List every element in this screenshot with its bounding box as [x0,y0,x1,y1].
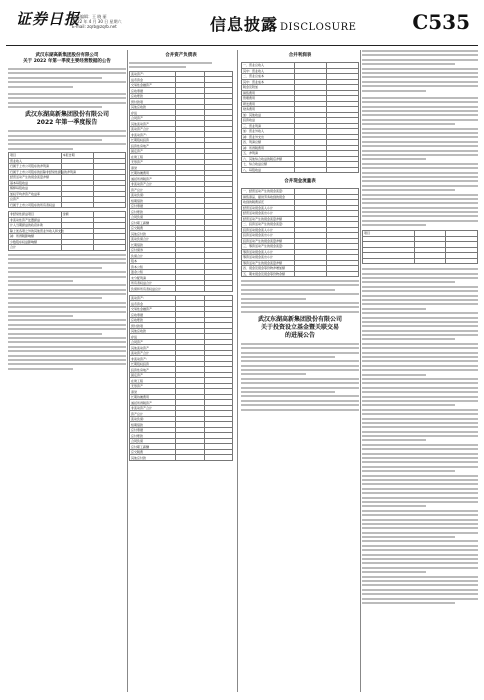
row-label: 五、净利润 [242,151,295,157]
row-label: 经营活动产生的现金流量净额 [9,175,62,181]
row-label: 流动负债： [130,416,176,422]
row-label: 投资活动现金流入小计 [242,227,295,233]
row-label: 税金及附加 [242,85,295,91]
row-label: 非流动资产： [130,132,176,138]
row-label: 其他流动资产 [130,121,176,127]
company-name-3: 武汉东湖高新集团股份有限公司 [257,315,342,323]
article-body-2 [8,254,126,370]
editor-line: 责任编辑：王 晓 丽 [72,14,107,19]
row-label: 非经常性损益项目 [9,212,62,218]
row-label: 非流动资产合计 [130,181,176,187]
row-label: 合同资产 [130,339,176,345]
row-label: 资产总计 [130,187,176,193]
announcement-title: 关于 2022 年第一季度主要经营数据的公告 [23,59,111,64]
row-value [176,455,204,461]
newspaper-logo: 证券日报 [16,10,81,28]
row-label: 预付款项 [130,323,176,329]
row-label: 投资性房地产 [130,367,176,373]
row-label: 二、营业总成本 [242,74,295,80]
cashflow-notes [241,280,359,313]
row-label: 商誉 [130,165,176,171]
table-row [242,167,359,173]
row-label: 筹资活动现金流出小计 [242,255,295,261]
column-a [8,50,126,692]
row-label: 存货 [130,110,176,116]
company-name-2: 武汉东湖高新集团股份有限公司 [24,111,109,119]
report-title: 2022 年第一季度报告 [36,119,98,127]
row-label: 四、现金及现金等价物净增加额 [242,266,295,272]
row-label: 其中：营业收入 [242,68,295,74]
row-label: 无形资产 [130,383,176,389]
row-label: 合同资产 [130,115,176,121]
column-divider [237,50,238,692]
row-label: 长期待摊费用 [130,394,176,400]
row-label: 三、筹资活动产生的现金流量： [242,244,295,250]
table-row [363,258,478,264]
article-body [8,68,126,108]
row-label: 经营活动产生的现金流量净额 [242,216,295,222]
row-label: 非流动资产： [130,356,176,362]
row-label: 应付账款 [130,433,176,439]
row-label: 投资收益 [242,118,295,124]
row-value [294,167,326,173]
row-label: 基本每股收益 [9,180,62,186]
row-label: 收到的税费返还 [242,200,295,206]
row-label: 其他应付款 [130,231,176,237]
row-value [294,271,326,277]
row-label: 其他应收款 [130,104,176,110]
row-label: 应付债券 [130,247,176,253]
row-value-2 [326,167,358,173]
row-label: 二、投资活动产生的现金流量： [242,222,295,228]
row-label: 资本公积 [130,264,176,270]
fund-title-line2: 的进展公告 [284,331,315,339]
row-value-2 [204,455,232,461]
fund-announcement-headline [241,316,359,340]
column-divider [127,50,128,692]
row-label [363,258,415,264]
section-title-en: DISCLOSURE [280,22,357,33]
report-headline [8,111,126,127]
row-label: 投资活动现金流出小计 [242,233,295,239]
row-label: 其中：营业成本 [242,79,295,85]
row-label: 交易性金融资产 [130,306,176,312]
row-label: 减：所得税影响额 [9,234,62,240]
row-label: 销售商品、提供劳务收到的现金 [242,194,295,200]
row-label: 销售费用 [242,90,295,96]
column-divider [360,50,361,692]
row-label: 减：所得税费用 [242,145,295,151]
row-label: 七、综合收益总额 [242,162,295,168]
row-value-2 [326,271,358,277]
row-value [414,258,446,264]
row-label: 应付职工薪酬 [130,444,176,450]
report-intro [8,130,126,150]
row-label: 八、每股收益 [242,167,295,173]
non-recurring-table [8,211,126,251]
row-label: 项目 [363,231,415,237]
section-title [210,12,356,35]
column-c [241,50,359,692]
row-value-2 [93,245,125,251]
row-label: 总资产 [9,197,62,203]
cashflow-table [241,188,359,277]
row-label: 合同负债 [130,438,176,444]
fund-title-line1: 关于投资设立基金暨关联交易 [260,323,339,331]
income-statement-heading: 合并利润表 [288,53,312,58]
row-label: 流动资产合计 [130,126,176,132]
row-label: 四、利润总额 [242,140,295,146]
row-label: 归属于上市公司股东的所有者权益 [9,202,62,208]
row-label: 固定资产 [130,372,176,378]
row-label: 流动资产： [130,295,176,301]
section-title-cn: 信息披露 [210,15,279,34]
row-label: 合同负债 [130,214,176,220]
row-label: 无形资产 [130,159,176,165]
row-label: 长期待摊费用 [130,170,176,176]
row-label: 归属于上市公司股东的净利润 [9,164,62,170]
column-b [129,50,233,692]
row-label: 流动资产合计 [130,350,176,356]
row-label: 递延所得税资产 [130,400,176,406]
row-label: 应付账款 [130,209,176,215]
row-label: 五、期末现金及现金等价物余额 [242,271,295,277]
email-line: E-mail: zqrb@zqrb.net [72,24,117,29]
row-label: 流动资产： [130,71,176,77]
row-label: 盈余公积 [130,269,176,275]
row-label: 未分配利润 [130,275,176,281]
row-label: 交易性金融资产 [130,82,176,88]
row-label: 加：其他收益 [242,112,295,118]
row-label: 营业收入 [9,158,62,164]
row-label: 长期借款 [130,242,176,248]
row-label: 筹资活动产生的现金流量净额 [242,260,295,266]
column-d-body-bottom [362,268,478,604]
row-label: 一、营业总收入 [242,63,295,69]
row-label: 应收账款 [130,317,176,323]
row-label: 商誉 [130,389,176,395]
row-label: 少数股东权益影响额 [9,239,62,245]
row-value: 本报告期 [61,153,93,159]
row-label: 投资性房地产 [130,143,176,149]
row-value [176,286,204,292]
row-label: 应付职工薪酬 [130,220,176,226]
masthead-meta [72,14,192,29]
row-label: 管理费用 [242,96,295,102]
row-label: 货币资金 [130,77,176,83]
row-label: 在建工程 [130,378,176,384]
row-value-2 [93,202,125,208]
row-label: 投资活动产生的现金流量净额 [242,238,295,244]
row-label: 应交税费 [130,449,176,455]
row-label: 长期股权投资 [130,137,176,143]
row-value-2 [204,286,232,292]
row-value-2 [446,258,478,264]
table-row [9,245,126,251]
company-name: 武汉东湖高新集团股份有限公司 [35,53,99,58]
row-label: 计入当期损益的政府补助 [9,223,62,229]
row-label: 加：营业外收入 [242,129,295,135]
row-label: 归属于上市公司股东的扣除非经常性损益的净利润 [10,169,77,174]
page-number: C535 [412,10,470,34]
row-label: 股本 [130,258,176,264]
row-label: 除上述各项之外的其他营业外收入和支出 [10,228,65,233]
row-label: 一、经营活动产生的现金流量： [242,189,295,195]
row-label: 应收票据 [130,312,176,318]
balance-sheet-table-cont [129,295,233,461]
row-value: 金额 [61,212,93,218]
row-label: 流动负债： [130,192,176,198]
row-label: 应收账款 [130,93,176,99]
table-row [9,202,126,208]
row-label: 合计 [9,245,62,251]
row-label: 货币资金 [130,301,176,307]
row-label: 其他应付款 [130,455,176,461]
balance-sheet-intro [129,62,233,68]
row-value [61,245,93,251]
key-financials-table [8,152,126,208]
row-label: 减：营业外支出 [242,134,295,140]
row-label: 存货 [130,334,176,340]
column-d [362,50,478,692]
table-row [130,286,233,292]
row-label: 所有者权益合计 [130,280,176,286]
row-label: 项目 [9,153,62,159]
row-label: 递延所得税资产 [130,176,176,182]
date-line: 2022 年 4 月 30 日 星期六 [72,19,122,24]
row-label: 固定资产 [130,148,176,154]
row-label: 研发费用 [242,101,295,107]
row-label: 三、营业利润 [242,123,295,129]
row-label: 稀释每股收益 [9,186,62,192]
row-label: 应收票据 [130,88,176,94]
row-label: 六、其他综合收益的税后净额 [242,156,295,162]
row-label: 筹资活动现金流入小计 [242,249,295,255]
row-label: 短期借款 [130,198,176,204]
table-row [130,455,233,461]
row-label: 流动负债合计 [130,236,176,242]
balance-sheet-heading: 合并资产负债表 [165,53,197,58]
row-label: 其他应收款 [130,328,176,334]
row-label: 负债合计 [130,253,176,259]
column-d-body-top [362,50,478,226]
row-label: 非流动资产合计 [130,405,176,411]
row-label: 资产总计 [130,411,176,417]
masthead [6,6,478,46]
row-label: 非流动性资产处置损益 [9,217,62,223]
income-statement-table [241,62,359,173]
table-row [242,271,359,277]
row-label: 经营活动现金流入小计 [242,205,295,211]
row-label: 应交税费 [130,225,176,231]
column-d-table [362,230,478,264]
row-label: 短期借款 [130,422,176,428]
row-label: 应付票据 [130,203,176,209]
row-label: 经营活动现金流出小计 [242,211,295,217]
row-label: 其他流动资产 [130,345,176,351]
row-value [61,202,93,208]
fund-announcement-body [241,343,359,411]
row-label: 在建工程 [130,154,176,160]
row-label: 财务费用 [242,107,295,113]
article-headline [8,53,126,65]
row-label: 长期股权投资 [130,361,176,367]
balance-sheet-table [129,71,233,292]
row-label: 应付票据 [130,427,176,433]
row-label: 负债和所有者权益总计 [130,286,176,292]
row-label: 加权平均净资产收益率 [9,191,62,197]
row-label: 预付款项 [130,99,176,105]
cashflow-heading: 合并现金流量表 [284,179,316,184]
